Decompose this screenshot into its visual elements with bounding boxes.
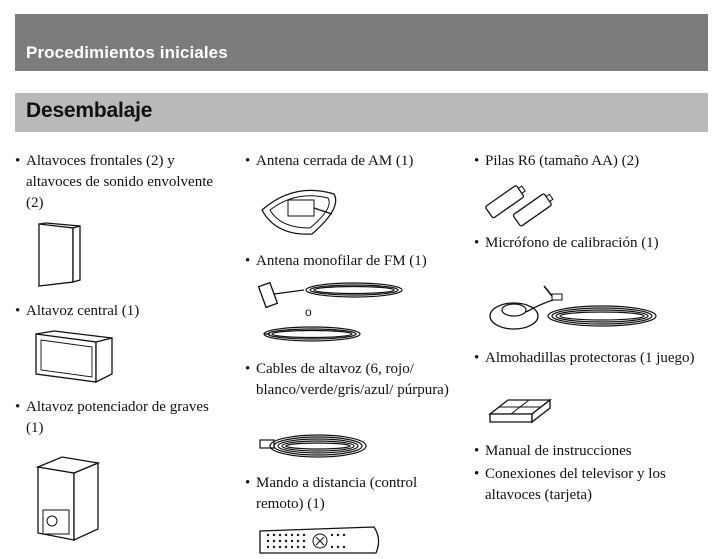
list-item-front-surround-speakers: • Altavoces frontales (2) y altavoces de sonido envolvente (2) bbox=[15, 151, 216, 214]
list-item-connection-card: • Conexiones del televisor y los altavoces (tarjeta) bbox=[474, 464, 705, 506]
calibration-mic-illustration bbox=[488, 282, 660, 336]
center-speaker-illustration bbox=[28, 330, 118, 386]
subwoofer-illustration bbox=[36, 455, 106, 545]
section-header bbox=[15, 93, 708, 132]
list-item-instruction-manual: • Manual de instrucciones bbox=[474, 441, 705, 462]
list-item-fm-wire-antenna: • Antena monofilar de FM (1) bbox=[245, 251, 471, 272]
speaker-cables-illustration bbox=[256, 428, 376, 464]
chapter-title: Procedimientos iniciales bbox=[26, 43, 228, 62]
list-item-subwoofer: • Altavoz potenciador de graves (1) bbox=[15, 397, 216, 439]
batteries-illustration bbox=[486, 178, 556, 224]
section-title: Desembalaje bbox=[26, 99, 153, 122]
list-item-am-loop-antenna: • Antena cerrada de AM (1) bbox=[245, 151, 466, 172]
list-item-speaker-cables: • Cables de altavoz (6, rojo/ blanco/verde/gris/azul/ púrpura) bbox=[245, 359, 466, 401]
fm-wire-antenna-illustration bbox=[256, 276, 408, 348]
chapter-header bbox=[15, 14, 708, 71]
remote-control-illustration bbox=[256, 523, 386, 557]
list-item-center-speaker: • Altavoz central (1) bbox=[15, 301, 216, 322]
fm-antenna-or-label: o bbox=[305, 305, 312, 319]
protective-pads-illustration bbox=[488, 398, 554, 428]
list-item-remote-control: • Mando a distancia (control remoto) (1) bbox=[245, 473, 466, 515]
am-loop-antenna-illustration bbox=[256, 178, 346, 240]
list-item-protective-pads: • Almohadillas protectoras (1 juego) bbox=[474, 348, 695, 369]
list-item-r6-batteries: • Pilas R6 (tamaño AA) (2) bbox=[474, 151, 714, 172]
list-item-calibration-mic: • Micrófono de calibración (1) bbox=[474, 233, 685, 254]
front-speaker-illustration bbox=[30, 222, 90, 292]
